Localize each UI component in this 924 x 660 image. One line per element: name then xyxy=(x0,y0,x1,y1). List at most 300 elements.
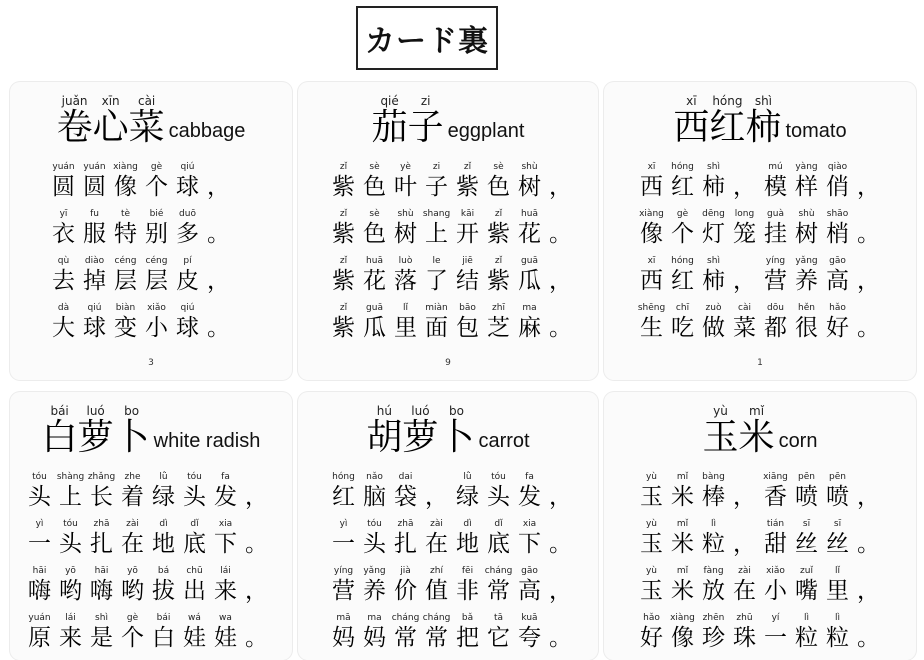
char-pinyin: zài xyxy=(738,566,751,576)
char-hanzi: 都 xyxy=(764,315,787,341)
poem-char xyxy=(760,303,791,350)
card-corn xyxy=(604,392,916,660)
poem-char xyxy=(636,209,667,256)
char-hanzi: 香 xyxy=(764,484,787,510)
char-hanzi: 紫 xyxy=(332,221,355,247)
char-pinyin: guā xyxy=(521,256,538,266)
card-poem xyxy=(298,162,598,350)
char-pinyin: hóng xyxy=(671,162,694,172)
char-pinyin: zǐ xyxy=(339,303,348,313)
char-hanzi: 好 xyxy=(826,315,849,341)
char-pinyin: yí xyxy=(771,613,780,623)
char-hanzi: 包 xyxy=(456,315,479,341)
char-pinyin: kāi xyxy=(460,209,475,219)
poem-char xyxy=(791,566,822,613)
char-hanzi: ， xyxy=(549,268,572,294)
poem-char xyxy=(667,519,698,566)
poem-char xyxy=(117,613,148,660)
char-pinyin: tóu xyxy=(367,519,382,529)
char-hanzi: 放 xyxy=(702,578,725,604)
char-hanzi: 麻 xyxy=(518,315,541,341)
char-pinyin: yù xyxy=(645,519,658,529)
char-pinyin: céng xyxy=(145,256,168,266)
char-pinyin: huā xyxy=(521,209,538,219)
char-pinyin: xiāng xyxy=(763,472,788,482)
poem-line xyxy=(10,209,292,256)
poem-char xyxy=(24,472,55,519)
char-pinyin: guà xyxy=(767,209,784,219)
char-hanzi: 非 xyxy=(456,578,479,604)
poem-char xyxy=(48,303,79,350)
poem-char xyxy=(483,209,514,256)
poem-char xyxy=(667,472,698,519)
char-hanzi: 大 xyxy=(52,315,75,341)
char-hanzi: 出 xyxy=(183,578,206,604)
poem-char xyxy=(760,566,791,613)
char-hanzi: 上 xyxy=(425,221,448,247)
char-hanzi: 多 xyxy=(176,221,199,247)
poem-char xyxy=(667,566,698,613)
heading-hanzi: 茄 xyxy=(371,107,408,148)
poem-char xyxy=(210,566,241,613)
poem-line xyxy=(298,303,598,350)
poem-char xyxy=(79,256,110,303)
poem-char xyxy=(86,566,117,613)
char-hanzi: 头 xyxy=(183,484,206,510)
poem-char xyxy=(853,613,884,660)
char-pinyin: shēng xyxy=(637,303,666,313)
char-pinyin: tóu xyxy=(63,519,78,529)
card-heading xyxy=(604,94,916,148)
poem-char xyxy=(545,162,576,209)
poem-char xyxy=(328,209,359,256)
poem-char xyxy=(179,613,210,660)
char-pinyin: gè xyxy=(150,162,163,172)
char-hanzi: 紫 xyxy=(332,174,355,200)
char-pinyin: dai xyxy=(398,472,413,482)
poem-char xyxy=(110,256,141,303)
char-pinyin: mú xyxy=(768,162,783,172)
poem-char xyxy=(483,256,514,303)
char-hanzi: 掉 xyxy=(83,268,106,294)
poem-char xyxy=(148,566,179,613)
char-hanzi: 玉 xyxy=(640,578,663,604)
english-name: carrot xyxy=(478,430,530,452)
poem-char xyxy=(241,566,272,613)
poem-char xyxy=(514,566,545,613)
poem-char xyxy=(514,209,545,256)
poem-char xyxy=(359,303,390,350)
char-hanzi: 里 xyxy=(394,315,417,341)
char-hanzi: 地 xyxy=(152,531,175,557)
char-pinyin: yō xyxy=(65,566,76,576)
poem-line xyxy=(10,566,292,613)
poem-char xyxy=(179,472,210,519)
char-hanzi: ， xyxy=(733,268,756,294)
poem-char xyxy=(822,209,853,256)
char-pinyin: yì xyxy=(339,519,348,529)
char-hanzi: 原 xyxy=(28,625,51,651)
heading-hanzi: 红 xyxy=(709,107,746,148)
char-hanzi: 上 xyxy=(59,484,82,510)
char-hanzi: 珍 xyxy=(702,625,725,651)
char-hanzi: 。 xyxy=(245,531,268,557)
char-hanzi: 夸 xyxy=(518,625,541,651)
poem-char xyxy=(822,519,853,566)
poem-char xyxy=(729,472,760,519)
heading-hanzi: 心 xyxy=(92,107,129,148)
poem-char xyxy=(791,472,822,519)
poem-char xyxy=(667,256,698,303)
poem-char xyxy=(241,519,272,566)
char-hanzi: 白 xyxy=(152,625,175,651)
poem-char xyxy=(853,256,884,303)
char-hanzi: 球 xyxy=(83,315,106,341)
heading-pinyin: hóng xyxy=(712,94,743,108)
poem-char xyxy=(210,519,241,566)
char-pinyin: bāo xyxy=(459,303,476,313)
poem-char xyxy=(514,472,545,519)
char-pinyin: lǐ xyxy=(402,303,408,313)
char-hanzi: 。 xyxy=(857,315,880,341)
char-pinyin: lì xyxy=(834,613,840,623)
card-heading xyxy=(10,94,292,148)
char-hanzi: 紫 xyxy=(487,268,510,294)
char-pinyin: sī xyxy=(802,519,811,529)
poem-char xyxy=(172,303,203,350)
poem-char xyxy=(667,209,698,256)
heading-pinyin: shì xyxy=(754,94,773,108)
char-pinyin: dēng xyxy=(702,209,725,219)
char-hanzi: 头 xyxy=(487,484,510,510)
char-pinyin: sè xyxy=(493,162,504,172)
poem-line xyxy=(10,472,292,519)
poem-line xyxy=(10,303,292,350)
heading-hanzi: 米 xyxy=(738,417,775,458)
heading-hanzi: 卷 xyxy=(56,107,93,148)
char-hanzi: 花 xyxy=(363,268,386,294)
char-hanzi: 价 xyxy=(394,578,417,604)
char-hanzi: ， xyxy=(207,174,230,200)
char-pinyin: xiàng xyxy=(639,209,664,219)
poem-char xyxy=(452,303,483,350)
char-pinyin: huā xyxy=(366,256,383,266)
char-pinyin: dǐ xyxy=(494,519,503,529)
char-pinyin: lái xyxy=(65,613,76,623)
char-pinyin: qiú xyxy=(180,303,195,313)
poem-char xyxy=(328,162,359,209)
poem-char xyxy=(791,256,822,303)
char-pinyin: hěn xyxy=(798,303,815,313)
card-heading xyxy=(298,94,598,148)
poem-char xyxy=(729,613,760,660)
heading-hanzi: 子 xyxy=(407,107,444,148)
heading-char xyxy=(673,94,709,148)
poem-char xyxy=(514,303,545,350)
char-hanzi: ， xyxy=(857,268,880,294)
char-hanzi: 娃 xyxy=(183,625,206,651)
poem-char xyxy=(822,162,853,209)
poem-char xyxy=(328,566,359,613)
char-hanzi: 。 xyxy=(549,315,572,341)
char-pinyin: lǜ xyxy=(159,472,168,482)
char-hanzi: 圆 xyxy=(52,174,75,200)
char-pinyin: dì xyxy=(159,519,168,529)
poem-char xyxy=(203,209,234,256)
poem-char xyxy=(698,303,729,350)
poem-char xyxy=(179,566,210,613)
poem-line xyxy=(298,472,598,519)
poem-char xyxy=(822,472,853,519)
char-pinyin: yù xyxy=(645,472,658,482)
char-hanzi: 树 xyxy=(394,221,417,247)
char-hanzi: 绿 xyxy=(152,484,175,510)
heading-char xyxy=(402,404,438,458)
char-hanzi: 瓜 xyxy=(363,315,386,341)
poem-char xyxy=(514,519,545,566)
char-hanzi: 常 xyxy=(394,625,417,651)
poem-char xyxy=(141,256,172,303)
char-hanzi: 头 xyxy=(59,531,82,557)
char-hanzi: 下 xyxy=(214,531,237,557)
char-hanzi: ， xyxy=(245,578,268,604)
char-hanzi: ， xyxy=(549,174,572,200)
poem-char xyxy=(359,566,390,613)
poem-char xyxy=(483,613,514,660)
heading-hanzi: 柿 xyxy=(745,107,782,148)
poem-line xyxy=(298,162,598,209)
poem-line xyxy=(10,256,292,303)
char-pinyin: mā xyxy=(336,613,351,623)
char-pinyin: zhǎng xyxy=(87,472,116,482)
poem-char xyxy=(55,519,86,566)
poem-char xyxy=(822,613,853,660)
poem-char xyxy=(791,303,822,350)
poem-char xyxy=(853,303,884,350)
char-pinyin: shì xyxy=(707,256,720,266)
char-hanzi: 衣 xyxy=(52,221,75,247)
page-number: 3 xyxy=(148,358,154,368)
char-pinyin: sī xyxy=(833,519,842,529)
card-heading xyxy=(604,404,916,458)
char-pinyin: shù xyxy=(521,162,538,172)
poem-char xyxy=(698,209,729,256)
poem-char xyxy=(148,519,179,566)
char-hanzi: ， xyxy=(549,578,572,604)
char-hanzi: 。 xyxy=(207,221,230,247)
poem-char xyxy=(729,209,760,256)
char-hanzi: 着 xyxy=(121,484,144,510)
poem-char xyxy=(545,209,576,256)
char-pinyin: tián xyxy=(766,519,785,529)
poem-char xyxy=(390,256,421,303)
char-pinyin: zhe xyxy=(124,472,141,482)
char-pinyin: dǐ xyxy=(190,519,199,529)
char-pinyin: kuā xyxy=(521,613,538,623)
char-hanzi: 养 xyxy=(795,268,818,294)
heading-pinyin: qié xyxy=(380,94,399,108)
char-hanzi: ， xyxy=(857,578,880,604)
char-hanzi: 喷 xyxy=(826,484,849,510)
char-pinyin: lái xyxy=(220,566,231,576)
char-hanzi: 头 xyxy=(363,531,386,557)
char-hanzi: 球 xyxy=(176,315,199,341)
poem-char xyxy=(636,613,667,660)
heading-pinyin: cài xyxy=(137,94,156,108)
char-hanzi: 高 xyxy=(826,268,849,294)
char-pinyin: ma xyxy=(367,613,382,623)
poem-char xyxy=(791,519,822,566)
char-hanzi: 西 xyxy=(640,268,663,294)
poem-char xyxy=(203,303,234,350)
char-hanzi: 嗨 xyxy=(90,578,113,604)
char-pinyin: bié xyxy=(149,209,164,219)
char-hanzi: 做 xyxy=(702,315,725,341)
poem-char xyxy=(483,472,514,519)
char-hanzi: 底 xyxy=(487,531,510,557)
poem-char xyxy=(791,613,822,660)
poem-line xyxy=(604,256,916,303)
char-pinyin: zhēn xyxy=(702,613,725,623)
poem-char xyxy=(328,303,359,350)
char-pinyin: luò xyxy=(398,256,413,266)
char-pinyin: bàng xyxy=(702,472,725,482)
poem-char xyxy=(328,613,359,660)
char-hanzi: 柿 xyxy=(702,268,725,294)
char-pinyin: yè xyxy=(400,162,411,172)
char-hanzi: 珠 xyxy=(733,625,756,651)
char-hanzi: 层 xyxy=(145,268,168,294)
char-pinyin: gè xyxy=(676,209,689,219)
poem-char xyxy=(729,162,760,209)
char-hanzi: 地 xyxy=(456,531,479,557)
char-hanzi: 嗨 xyxy=(28,578,51,604)
heading-char xyxy=(57,94,93,148)
char-pinyin: zhā xyxy=(397,519,414,529)
poem-char xyxy=(545,472,576,519)
char-hanzi: 像 xyxy=(671,625,694,651)
heading-hanzi: 卜 xyxy=(113,417,150,458)
char-pinyin: yuán xyxy=(83,162,106,172)
heading-hanzi: 白 xyxy=(41,417,78,458)
char-pinyin: tóu xyxy=(187,472,202,482)
poem-char xyxy=(141,209,172,256)
poem-char xyxy=(452,472,483,519)
char-pinyin: lì xyxy=(710,519,716,529)
heading-pinyin: yù xyxy=(713,404,728,418)
poem-char xyxy=(210,613,241,660)
char-pinyin: zhī xyxy=(492,303,505,313)
char-hanzi: 喷 xyxy=(795,484,818,510)
poem-line xyxy=(604,209,916,256)
char-pinyin: guā xyxy=(366,303,383,313)
heading-hanzi: 西 xyxy=(673,107,710,148)
char-hanzi: ， xyxy=(245,484,268,510)
heading-pinyin: xī xyxy=(686,94,697,108)
poem-char xyxy=(421,613,452,660)
char-hanzi: 在 xyxy=(425,531,448,557)
char-hanzi: 圆 xyxy=(83,174,106,200)
char-hanzi: 梢 xyxy=(826,221,849,247)
english-name: corn xyxy=(778,430,818,452)
char-hanzi: 在 xyxy=(121,531,144,557)
char-pinyin: bái xyxy=(156,613,171,623)
poem-char xyxy=(86,472,117,519)
poem-char xyxy=(390,472,421,519)
heading-pinyin: bo xyxy=(448,404,464,418)
char-pinyin: zǐ xyxy=(494,256,503,266)
poem-line xyxy=(298,566,598,613)
poem-char xyxy=(148,613,179,660)
char-pinyin: yíng xyxy=(765,256,786,266)
char-hanzi: 色 xyxy=(363,174,386,200)
char-hanzi: 一 xyxy=(332,531,355,557)
char-hanzi: 树 xyxy=(518,174,541,200)
poem-char xyxy=(853,209,884,256)
poem-char xyxy=(421,566,452,613)
page-number: 1 xyxy=(757,358,763,368)
char-pinyin: yuán xyxy=(52,162,75,172)
char-hanzi: 。 xyxy=(857,531,880,557)
heading-pinyin: hú xyxy=(376,404,393,418)
char-hanzi: 妈 xyxy=(332,625,355,651)
char-pinyin: pēn xyxy=(798,472,815,482)
char-hanzi: 。 xyxy=(857,625,880,651)
char-hanzi: 粒 xyxy=(795,625,818,651)
char-pinyin: qiú xyxy=(180,162,195,172)
char-hanzi: 。 xyxy=(857,221,880,247)
char-pinyin: zǐ xyxy=(339,209,348,219)
char-pinyin: yíng xyxy=(333,566,354,576)
poem-line xyxy=(10,613,292,660)
poem-char xyxy=(117,519,148,566)
char-pinyin: qiú xyxy=(87,303,102,313)
char-pinyin: sè xyxy=(369,209,380,219)
poem-char xyxy=(110,303,141,350)
char-hanzi: 脑 xyxy=(363,484,386,510)
heading-hanzi: 萝 xyxy=(77,417,114,458)
char-pinyin: qù xyxy=(57,256,70,266)
char-hanzi: 米 xyxy=(671,484,694,510)
poem-char xyxy=(148,472,179,519)
poem-line xyxy=(298,613,598,660)
char-pinyin: hāi xyxy=(94,566,109,576)
heading-char xyxy=(93,94,129,148)
poem-char xyxy=(110,162,141,209)
char-hanzi: 挂 xyxy=(764,221,787,247)
char-pinyin: shàng xyxy=(56,472,85,482)
poem-char xyxy=(328,256,359,303)
card-poem xyxy=(298,472,598,660)
char-pinyin: zhí xyxy=(430,566,443,576)
poem-char xyxy=(359,256,390,303)
char-hanzi: 米 xyxy=(671,578,694,604)
char-hanzi: 西 xyxy=(640,174,663,200)
heading-pinyin: luó xyxy=(411,404,430,418)
char-hanzi: 一 xyxy=(28,531,51,557)
char-pinyin: shāo xyxy=(826,209,849,219)
char-hanzi: 娃 xyxy=(214,625,237,651)
card-poem xyxy=(604,472,916,660)
char-hanzi: 子 xyxy=(425,174,448,200)
heading-char xyxy=(78,404,114,458)
char-hanzi: 是 xyxy=(90,625,113,651)
char-hanzi: 层 xyxy=(114,268,137,294)
poem-char xyxy=(24,519,55,566)
char-pinyin: hóng xyxy=(671,256,694,266)
char-hanzi: 生 xyxy=(640,315,663,341)
char-hanzi: ， xyxy=(207,268,230,294)
